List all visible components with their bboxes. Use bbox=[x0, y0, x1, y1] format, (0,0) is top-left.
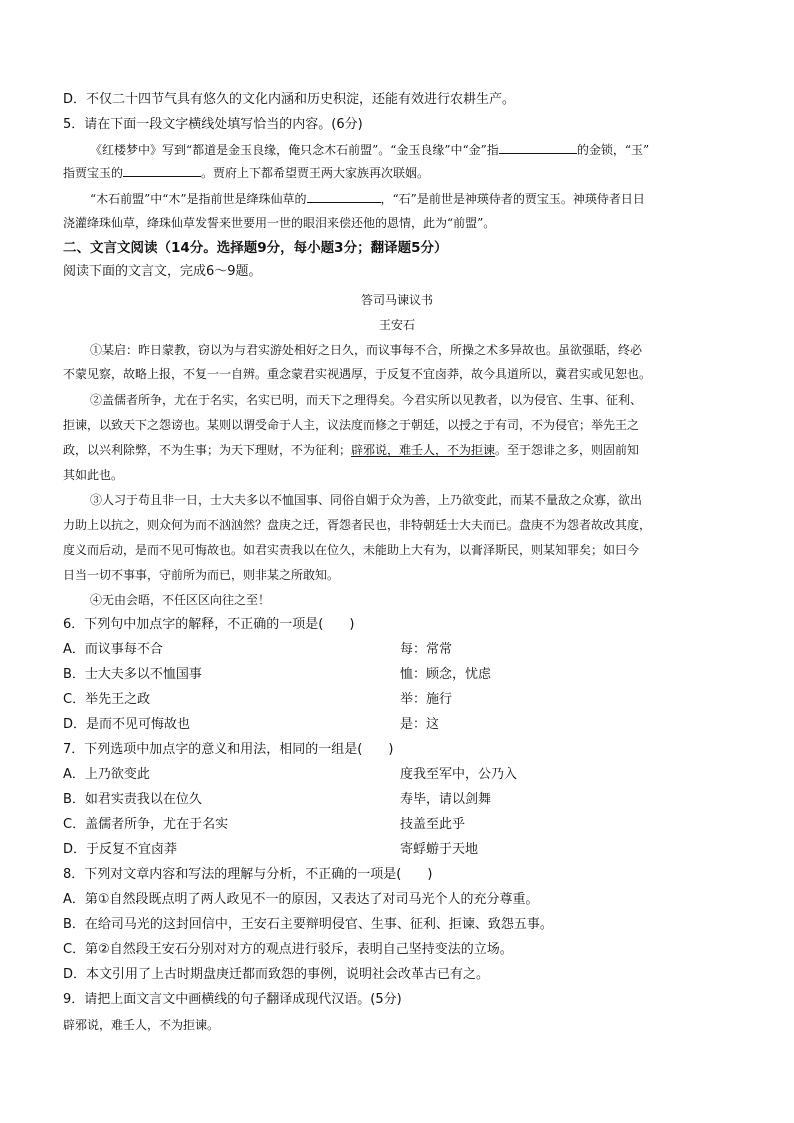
section-heading: 二、文言文阅读（14分。选择题9分，每小题3分；翻译题5分） bbox=[63, 240, 448, 256]
q9-stem: 9．请把上面文言文中画横线的句子翻译成现代汉语。(5分) bbox=[63, 992, 402, 1007]
q6-option-b[interactable]: B．士大夫多以不恤国事 恤：顾念，忧虑 bbox=[63, 667, 492, 682]
q5-stem: 5．请在下面一段文字横线处填写恰当的内容。(6分) bbox=[63, 117, 363, 132]
q7-option-a[interactable]: A．上乃欲变此 度我至军中，公乃入 bbox=[63, 767, 518, 782]
passage-line: 度义而后动，是而不见可悔故也。如君实责我以在位久，未能助上大有为，以膏泽斯民，则某知罪矣；如曰今 bbox=[63, 543, 640, 557]
fill-blank-2[interactable] bbox=[123, 164, 201, 177]
q8-stem: 8．下列对文章内容和写法的理解与分析，不正确的一项是( ) bbox=[63, 867, 433, 882]
q6-option-a[interactable]: A．而议事每不合 每：常常 bbox=[63, 642, 453, 657]
passage-line: 拒谏，以致天下之怨谤也。某则以谓受命于人主，议法度而修之于朝廷，以授之于有司，不为侵官；举先王之 bbox=[63, 418, 640, 432]
q6-stem: 6．下列句中加点字的解释，不正确的一项是( ) bbox=[63, 617, 355, 632]
q7-stem: 7．下列选项中加点字的意义和用法，相同的一组是( ) bbox=[63, 742, 394, 757]
q7-option-d[interactable]: D．于反复不宜卤莽 寄蜉蝣于天地 bbox=[63, 842, 479, 857]
passage-line: ②盖儒者所争，尤在于名实，名实已明，而天下之理得矣。今君实所以见教者，以为侵官、生事、征利、 bbox=[90, 393, 643, 407]
q5-paragraph-line: “木石前盟”中“木”是指前世是绛珠仙草的 ，“石”是前世是神瑛侍者的贾宝玉。神瑛侍者日日 bbox=[90, 192, 645, 206]
passage-line: ④无由会晤，不任区区向往之至！ bbox=[90, 593, 271, 607]
fill-blank-1[interactable] bbox=[499, 141, 577, 154]
fill-blank-3[interactable] bbox=[307, 190, 381, 203]
q9-sentence: 辟邪说，难壬人，不为拒谏。 bbox=[63, 1018, 220, 1032]
q6-option-c[interactable]: C．举先王之政 举：施行 bbox=[63, 692, 453, 707]
underlined-sentence: 辟邪说，难壬人，不为拒谏 bbox=[351, 443, 496, 457]
q7-option-c[interactable]: C．盖儒者所争，尤在于名实 技盖至此乎 bbox=[63, 817, 466, 832]
q4-option-d: D．不仅二十四节气具有悠久的文化内涵和历史积淀，还能有效进行农耕生产。 bbox=[63, 92, 516, 107]
passage-author: 王安石 bbox=[378, 318, 415, 332]
q5-paragraph-line: 指贾宝玉的 。贾府上下都希望贾王两大家族再次联姻。 bbox=[63, 166, 430, 180]
section-instruction: 阅读下面的文言文，完成6～9题。 bbox=[63, 264, 262, 279]
passage-line: 政，以兴利除弊，不为生事；为天下理财，不为征利；辟邪说，难壬人，不为拒谏。至于怨诽之多，则固前知 bbox=[63, 443, 640, 457]
passage-line: 其如此也。 bbox=[63, 468, 124, 482]
q8-option-c[interactable]: C．第②自然段王安石分别对对方的观点进行驳斥，表明自己坚持变法的立场。 bbox=[63, 942, 513, 957]
passage-title: 答司马谏议书 bbox=[360, 293, 433, 307]
q8-option-b[interactable]: B．在给司马光的这封回信中，王安石主要辩明侵官、生事、征利、拒谏、致怨五事。 bbox=[63, 917, 553, 932]
passage-line: ①某启：昨日蒙教，窃以为与君实游处相好之日久，而议事每不合，所操之术多异故也。虽欲强聒，终必 bbox=[90, 343, 643, 357]
passage-line: 不蒙见察，故略上报，不复一一自辨。重念蒙君实视遇厚，于反复不宜卤莽，故今具道所以，冀君实或见恕也。 bbox=[63, 367, 652, 381]
q5-paragraph-line: 浇灌绛珠仙草，绛珠仙草发誓来世要用一世的眼泪来偿还他的恩情，此为“前盟”。 bbox=[63, 216, 496, 230]
passage-line: ③人习于苟且非一日，士大夫多以不恤国事、同俗自媚于众为善，上乃欲变此，而某不量敌之众寡，欲出 bbox=[90, 493, 643, 507]
q8-option-d[interactable]: D．本文引用了上古时期盘庚迁都而致怨的事例，说明社会改革古已有之。 bbox=[63, 967, 490, 982]
passage-line: 日当一切不事事，守前所为而已，则非某之所敢知。 bbox=[63, 568, 340, 582]
q5-paragraph-line: 《红楼梦中》写到“都道是金玉良缘，俺只念木石前盟”。“金玉良缘”中“金”指 的金锁，“玉” bbox=[90, 143, 650, 157]
q6-option-d[interactable]: D．是而不见可悔故也 是：这 bbox=[63, 717, 440, 732]
q8-option-a[interactable]: A．第①自然段既点明了两人政见不一的原因，又表达了对司马光个人的充分尊重。 bbox=[63, 892, 539, 907]
q7-option-b[interactable]: B．如君实责我以在位久 寿毕，请以剑舞 bbox=[63, 792, 492, 807]
passage-line: 力助上以抗之，则众何为而不汹汹然？盘庚之迁，胥怨者民也，非特朝廷士大夫而已。盘庚不为怨者故改其度， bbox=[63, 518, 652, 532]
